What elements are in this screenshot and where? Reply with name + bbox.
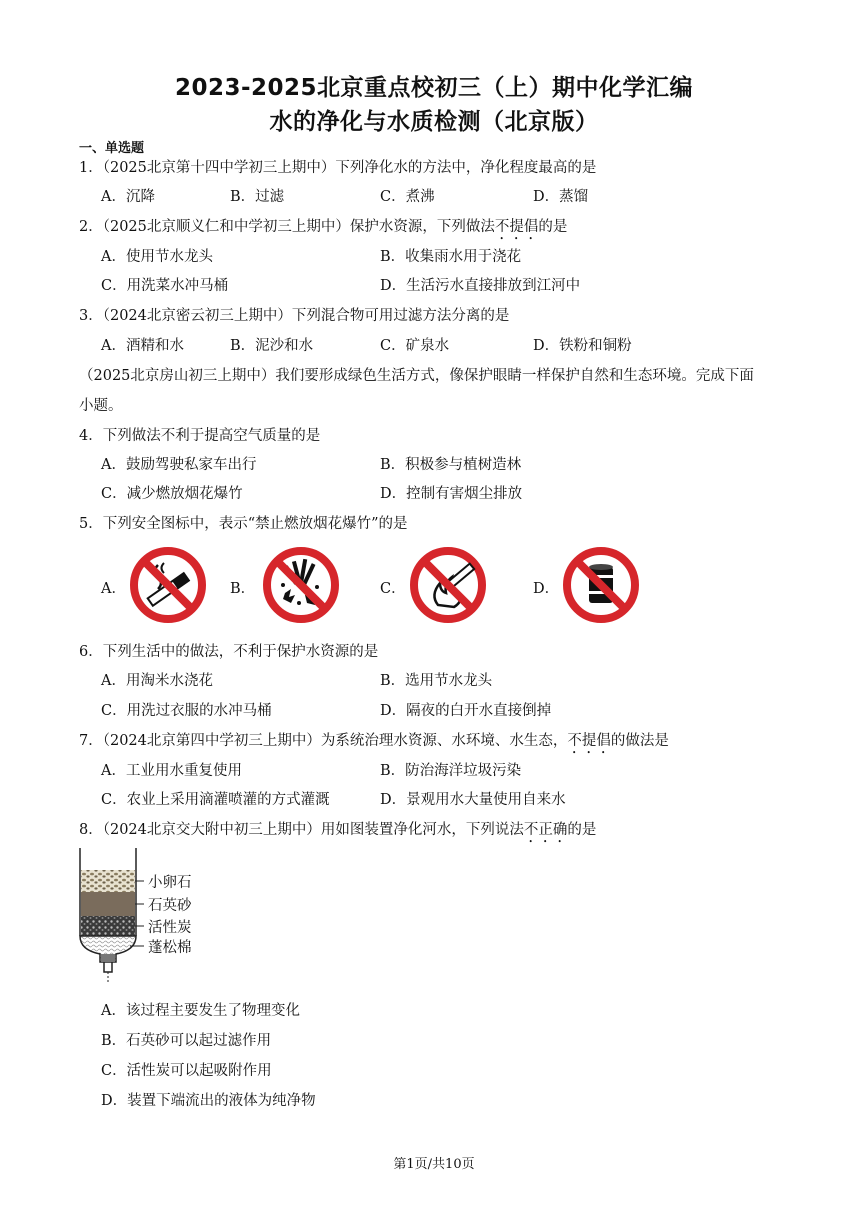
q3-option-c: C．矿泉水 [380,338,450,354]
q4-option-a: A．鼓励驾驶私家车出行 [101,457,257,473]
q5-option-d: D． [533,581,560,597]
figure-label-cotton: 蓬松棉 [148,940,192,956]
q1-option-c: C．煮沸 [380,189,435,205]
q4-option-b: B．积极参与植树造林 [380,457,522,473]
q8-option-c: C．活性炭可以起吸附作用 [101,1063,272,1079]
q2-stem-a: 2．（2025北京顺义仁和中学初三上期中）保护水资源，下列做法 [79,219,495,235]
q7-stem [79,729,669,757]
q1-option-d: D．蒸馏 [533,189,589,205]
figure-label-activated-carbon: 活性炭 [148,920,192,936]
q8-stem-emphasis: 不正确 [523,822,568,838]
q2-stem-emphasis: 不提倡 [494,219,539,235]
q7-stem-a: 7．（2024北京第四中学初三上期中）为系统治理水资源、水环境、水生态， [79,733,568,749]
q5-option-b: B． [230,581,256,597]
intro-line2: 小题。 [79,398,123,414]
doc-title-line1: 2023-2025北京重点校初三（上）期中化学汇编 [174,75,694,101]
q2-option-d: D．生活污水直接排放到江河中 [380,278,581,294]
q7-option-c: C．农业上采用滴灌喷灌的方式灌溉 [101,792,330,808]
q7-stem-emphasis: 不提倡 [567,733,611,749]
q8-stem-a: 8．（2024北京交大附中初三上期中）用如图装置净化河水，下列说法 [79,822,524,838]
page-footer: 第1页/共10页 [393,1157,475,1172]
water-filter-diagram [74,848,144,983]
q8-stem [79,818,596,846]
q6-option-c: C．用洗过衣服的水冲马桶 [101,703,272,719]
q6-option-a: A．用淘米水浇花 [101,673,213,689]
q8-stem-b: 的是 [567,822,597,838]
q2-option-c: C．用洗菜水冲马桶 [101,278,229,294]
q6-stem: 6．下列生活中的做法，不利于保护水资源的是 [79,644,379,660]
section-heading: 一、单选题 [79,141,145,156]
figure-label-quartz-sand: 石英砂 [148,898,192,914]
q6-option-b: B．选用节水龙头 [380,673,493,689]
no-barrel-icon [561,545,641,625]
no-smoking-icon [128,545,208,625]
q2-option-a: A．使用节水龙头 [101,249,213,265]
q8-option-d: D．装置下端流出的液体为纯净物 [101,1093,316,1109]
q3-option-a: A．酒精和水 [101,338,184,354]
figure-label-pebbles: 小卵石 [148,875,192,891]
q7-option-a: A．工业用水重复使用 [101,763,242,779]
q3-stem: 3．（2024北京密云初三上期中）下列混合物可用过滤方法分离的是 [79,308,510,324]
q8-option-b: B．石英砂可以起过滤作用 [101,1033,272,1049]
q4-stem: 4．下列做法不利于提高空气质量的是 [79,428,321,444]
q2-stem [79,215,567,243]
q4-option-d: D．控制有害烟尘排放 [380,486,523,502]
q6-option-d: D．隔夜的白开水直接倒掉 [380,703,552,719]
q7-option-b: B．防治海洋垃圾污染 [380,763,522,779]
q1-stem: 1．（2025北京第十四中学初三上期中）下列净化水的方法中，净化程度最高的是 [79,160,597,176]
q3-option-d: D．铁粉和铜粉 [533,338,632,354]
no-fireworks-icon [261,545,341,625]
intro-line1: （2025北京房山初三上期中）我们要形成绿色生活方式，像保护眼睛一样保护自然和生态环境。完成下面 [79,368,754,384]
no-open-flame-icon [408,545,488,625]
q5-option-c: C． [380,581,406,597]
q8-option-a: A．该过程主要发生了物理变化 [101,1003,300,1019]
q3-option-b: B．泥沙和水 [230,338,314,354]
q4-option-c: C．减少燃放烟花爆竹 [101,486,243,502]
q1-option-b: B．过滤 [230,189,285,205]
q7-option-d: D．景观用水大量使用自来水 [380,792,566,808]
q2-option-b: B．收集雨水用于浇花 [380,249,522,265]
q1-option-a: A．沉降 [101,189,155,205]
q7-stem-b: 的做法是 [610,733,669,749]
q5-stem: 5．下列安全图标中，表示“禁止燃放烟花爆竹”的是 [79,516,408,532]
q2-stem-b: 的是 [538,219,568,235]
doc-title-line2: 水的净化与水质检测（北京版） [269,109,599,135]
q5-option-a: A． [101,581,126,597]
